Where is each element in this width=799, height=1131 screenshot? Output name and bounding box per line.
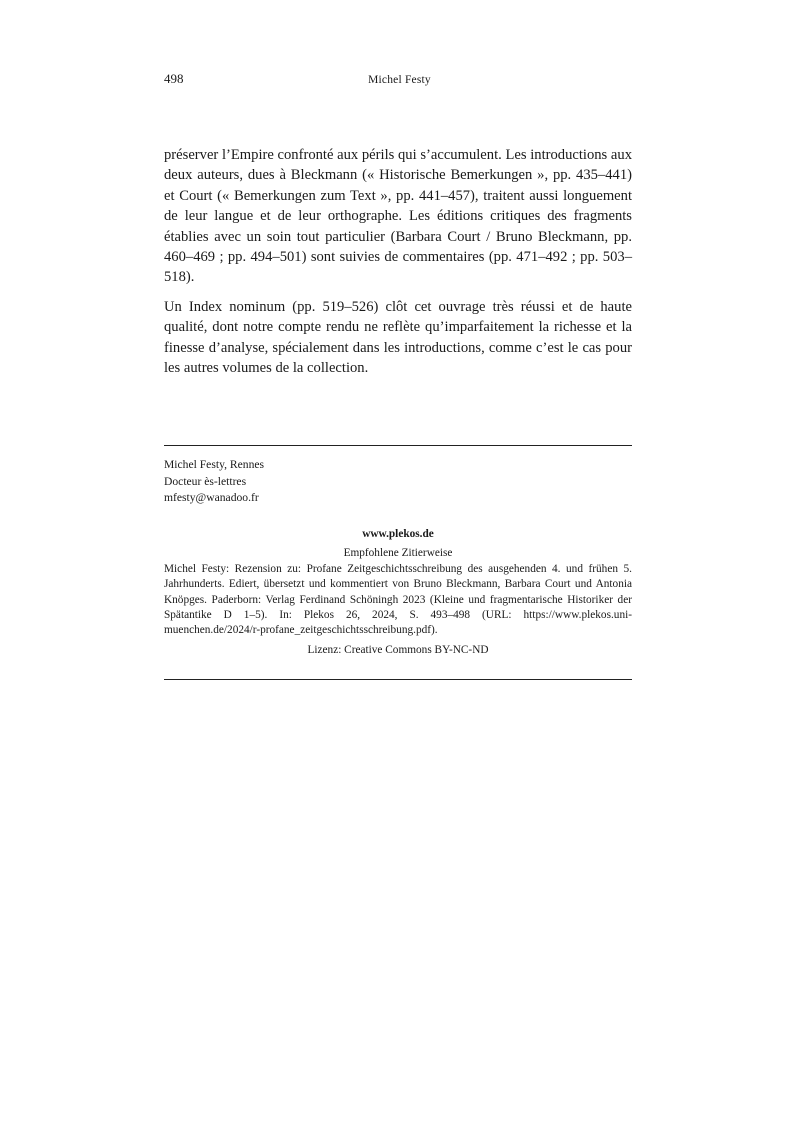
divider-top (164, 445, 632, 446)
citation-heading: Empfohlene Zitierweise (343, 547, 453, 560)
site-link[interactable]: www.plekos.de (362, 528, 434, 540)
citation-footer (164, 527, 632, 658)
license-text: Lizenz: Creative Commons BY-NC-ND (307, 643, 489, 656)
author-email[interactable]: mfesty@wanadoo.fr (164, 491, 259, 504)
page-number: 498 (164, 71, 184, 86)
divider-bottom (164, 679, 632, 680)
paragraph: préserver l’Empire confronté aux périls qui s’accumulent. Les introductions aux deux auteurs, dues à Bleckmann (« Historische Bemerkungen », pp. 435–441) et Court (« Bemerkungen zum Text », pp. 441–457), traitent aussi longuement de leur langue et de leur orthographe. Les éditions critiques des fragments établies avec un soin tout particulier (Barbara Court / Bruno Bleckmann, pp. 460–469 ; pp. 494–501) sont suivies de commentaires (pp. 471–492 ; pp. 503–518). (164, 147, 632, 286)
paragraph: Un Index nominum (pp. 519–526) clôt cet ouvrage très réussi et de haute qualité, dont notre compte rendu ne reflète qu’imparfaitement la richesse et la finesse d’analyse, spécialement dans les introductions, comme c’est le cas pour les autres volumes de la collection. (164, 298, 632, 377)
author-name-city: Michel Festy, Rennes (164, 458, 265, 471)
running-head: Michel Festy (368, 74, 431, 86)
citation-text: Michel Festy: Rezension zu: Profane Zeitgeschichtsschreibung des ausgehenden 4. und frühen 5. Jahrhunderts. Ediert, übersetzt und kommentiert von Bruno Bleckmann, Barbara Court und Antonia Knöpges. Paderborn: Verlag Ferdinand Schöningh 2023 (Kleine und fragmentarische Historiker der Spätantike D 1–5). In: Plekos 26, 2024, S. 493–498 (URL: https://www.plekos.uni-muenchen.de/2024/r-profane_zeitgeschichtsschreibung.pdf). (164, 562, 632, 637)
main-text (164, 145, 632, 387)
author-title: Docteur ès-lettres (164, 474, 247, 488)
author-block (164, 457, 264, 507)
